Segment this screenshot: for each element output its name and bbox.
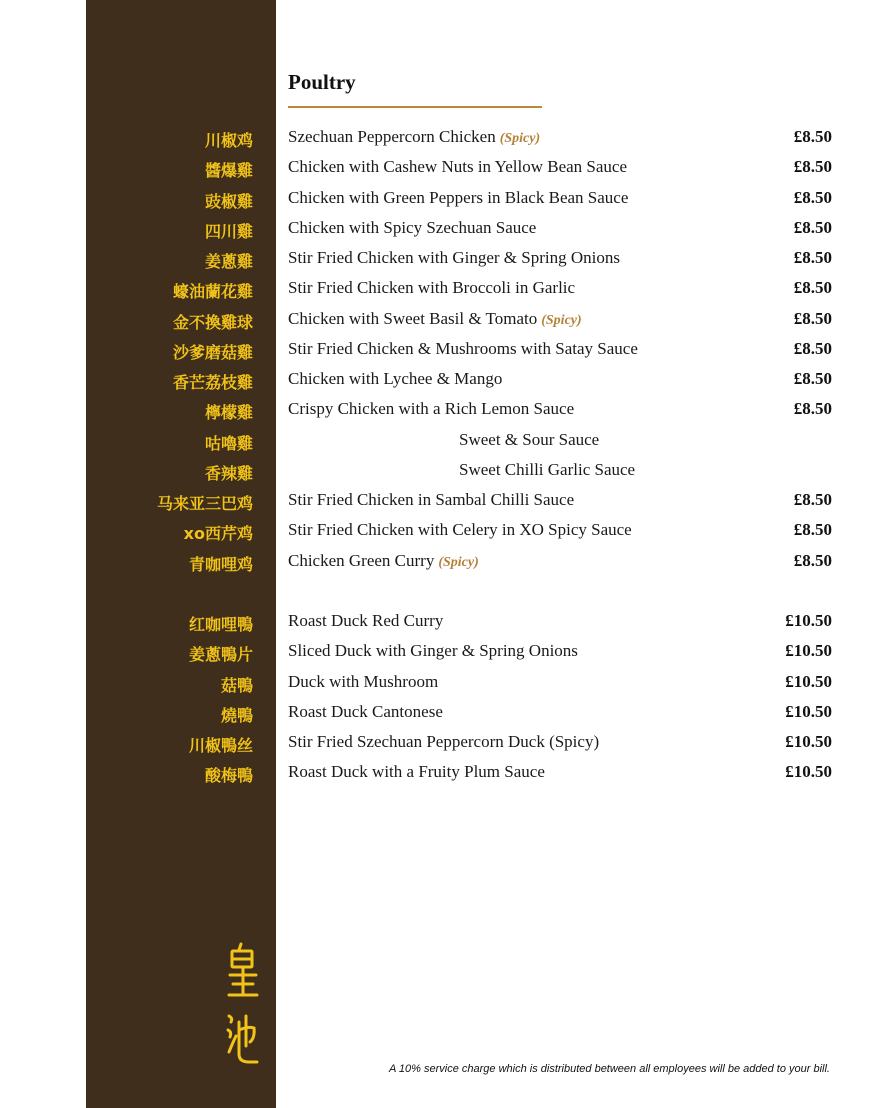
menu-item: [86, 339, 846, 365]
dish-price: £8.50: [793, 369, 832, 388]
menu-item: [86, 641, 846, 667]
dish-english-name: [288, 218, 536, 238]
dish-english-name: [288, 551, 479, 571]
section-title: Poultry: [288, 70, 356, 94]
dish-chinese-name: 沙爹磨菇雞: [172, 342, 253, 362]
dish-price: £8.50: [793, 187, 832, 207]
menu-item: [86, 490, 846, 516]
menu-item: [86, 520, 846, 546]
dish-english-text: Stir Fried Chicken with Broccoli in Garlic: [288, 278, 576, 298]
service-charge-note: A 10% service charge which is distributed between all employees will be added to your bill.: [388, 1063, 830, 1075]
menu-item: [86, 157, 846, 183]
dish-english-name: [288, 520, 632, 540]
dish-price: £8.50: [793, 248, 832, 267]
menu-item: [86, 399, 846, 425]
dish-price: £8.50: [793, 157, 832, 177]
dish-english-name: [288, 309, 582, 329]
dish-english-text: Chicken with Cashew Nuts in Yellow Bean Sauce: [288, 157, 628, 177]
dish-english-name: [288, 369, 502, 389]
dish-price: £8.50: [793, 308, 832, 328]
dish-english-name: [288, 611, 443, 631]
dish-price: £10.50: [785, 641, 832, 661]
dish-english-name: [288, 188, 628, 208]
dish-price: £10.50: [785, 701, 832, 721]
spicy-tag: (Spicy): [499, 131, 541, 146]
dish-chinese-name: 香辣雞: [204, 463, 253, 483]
menu-item: [86, 460, 846, 486]
dish-english-text: Stir Fried Chicken in Sambal Chilli Sauce: [288, 490, 575, 509]
dish-english-name: [288, 762, 545, 782]
dish-price: £8.50: [793, 278, 832, 298]
dish-english-text: Crispy Chicken with a Rich Lemon Sauce: [288, 399, 575, 419]
dish-chinese-name: 川椒鸡: [204, 131, 253, 150]
menu-item: [86, 127, 846, 153]
menu-item: [86, 732, 846, 758]
menu-item: [86, 188, 846, 214]
dish-english-text: Stir Fried Szechuan Peppercorn Duck (Spicy): [288, 732, 600, 751]
dish-chinese-name: 檸檬雞: [204, 403, 253, 423]
dish-english-name: [459, 430, 599, 450]
dish-price: £8.50: [793, 399, 832, 419]
dish-english-name: [288, 248, 620, 268]
menu-item: [86, 551, 846, 577]
menu-item: [86, 248, 846, 274]
dish-price: £8.50: [793, 338, 832, 358]
dish-english-name: [288, 490, 574, 510]
restaurant-logo: [226, 942, 260, 1072]
dish-price: £10.50: [785, 671, 832, 691]
menu-item: [86, 430, 846, 456]
dish-chinese-name: 姜蔥鴨片: [188, 645, 253, 665]
dish-english-name: [288, 641, 578, 661]
dish-chinese-name: 酸梅鴨: [204, 766, 253, 786]
dish-english-text: Chicken with Spicy Szechuan Sauce: [288, 217, 537, 237]
dish-english-text: Chicken Green Curry: [288, 550, 435, 570]
dish-price: £8.50: [793, 550, 832, 570]
menu-item: [86, 611, 846, 637]
dish-english-name: [288, 702, 443, 722]
dish-english-text: Chicken with Sweet Basil & Tomato: [288, 308, 538, 328]
menu-item: [86, 672, 846, 698]
dish-chinese-name: 燒鴨: [220, 705, 253, 725]
dish-price: £8.50: [793, 520, 832, 540]
dish-english-text: Sweet & Sour Sauce: [459, 429, 600, 449]
dish-english-text: Stir Fried Chicken with Ginger & Spring Onions: [288, 248, 620, 267]
dish-english-name: [288, 399, 574, 419]
title-underline: [288, 106, 542, 108]
dish-chinese-name: 咕嚕雞: [204, 433, 253, 453]
menu-item: [86, 278, 846, 304]
dish-chinese-name: 蠔油蘭花雞: [172, 282, 253, 302]
dish-price: £8.50: [793, 217, 832, 237]
dish-chinese-name: 马来亚三巴鸡: [156, 494, 253, 513]
dish-english-name: [288, 278, 575, 298]
dish-chinese-name: 青咖哩鸡: [188, 554, 253, 574]
dish-english-name: [288, 672, 438, 692]
dish-price: £10.50: [785, 762, 832, 782]
spicy-tag: (Spicy): [541, 312, 582, 328]
dish-english-text: Sliced Duck with Ginger & Spring Onions: [288, 641, 578, 661]
dish-chinese-name: 四川雞: [204, 221, 253, 241]
dish-chinese-name: 姜蔥雞: [204, 252, 253, 271]
dish-chinese-name: 红咖哩鴨: [188, 615, 253, 634]
spicy-tag: (Spicy): [438, 554, 479, 570]
dish-english-text: Szechuan Peppercorn Chicken: [288, 127, 496, 146]
dish-price: £8.50: [793, 490, 832, 509]
dish-english-text: Roast Duck with a Fruity Plum Sauce: [288, 762, 545, 782]
dish-price: £8.50: [793, 127, 832, 146]
menu-item: [86, 762, 846, 788]
dish-english-text: Chicken with Lychee & Mango: [288, 369, 503, 388]
menu-item: [86, 702, 846, 728]
menu-item: [86, 369, 846, 395]
dish-price: £10.50: [785, 611, 832, 630]
dish-english-text: Stir Fried Chicken with Celery in XO Spicy Sauce: [288, 520, 632, 540]
dish-chinese-name: 香芒荔枝雞: [172, 373, 253, 392]
dish-english-name: [288, 127, 540, 147]
dish-english-text: Duck with Mushroom: [288, 671, 439, 691]
dish-chinese-name: xo西芹鸡: [183, 524, 253, 544]
dish-chinese-name: 醬爆雞: [204, 161, 253, 181]
menu-item: [86, 309, 846, 335]
menu-item: [86, 218, 846, 244]
dish-english-name: [288, 157, 627, 177]
dish-chinese-name: 菇鴨: [220, 675, 253, 695]
dish-english-text: Chicken with Green Peppers in Black Bean Sauce: [288, 187, 629, 207]
dish-english-name: [288, 732, 599, 752]
dish-english-name: [459, 460, 635, 480]
dish-chinese-name: 豉椒雞: [204, 191, 253, 211]
dish-english-text: Roast Duck Red Curry: [288, 611, 444, 630]
dish-english-name: [288, 339, 638, 359]
dish-english-text: Stir Fried Chicken & Mushrooms with Satay Sauce: [288, 338, 638, 358]
dish-price: £10.50: [785, 732, 832, 751]
dish-chinese-name: 金不換雞球: [172, 312, 253, 332]
dish-english-text: Sweet Chilli Garlic Sauce: [459, 459, 636, 479]
dish-chinese-name: 川椒鴨丝: [188, 736, 253, 755]
dish-english-text: Roast Duck Cantonese: [288, 701, 443, 721]
